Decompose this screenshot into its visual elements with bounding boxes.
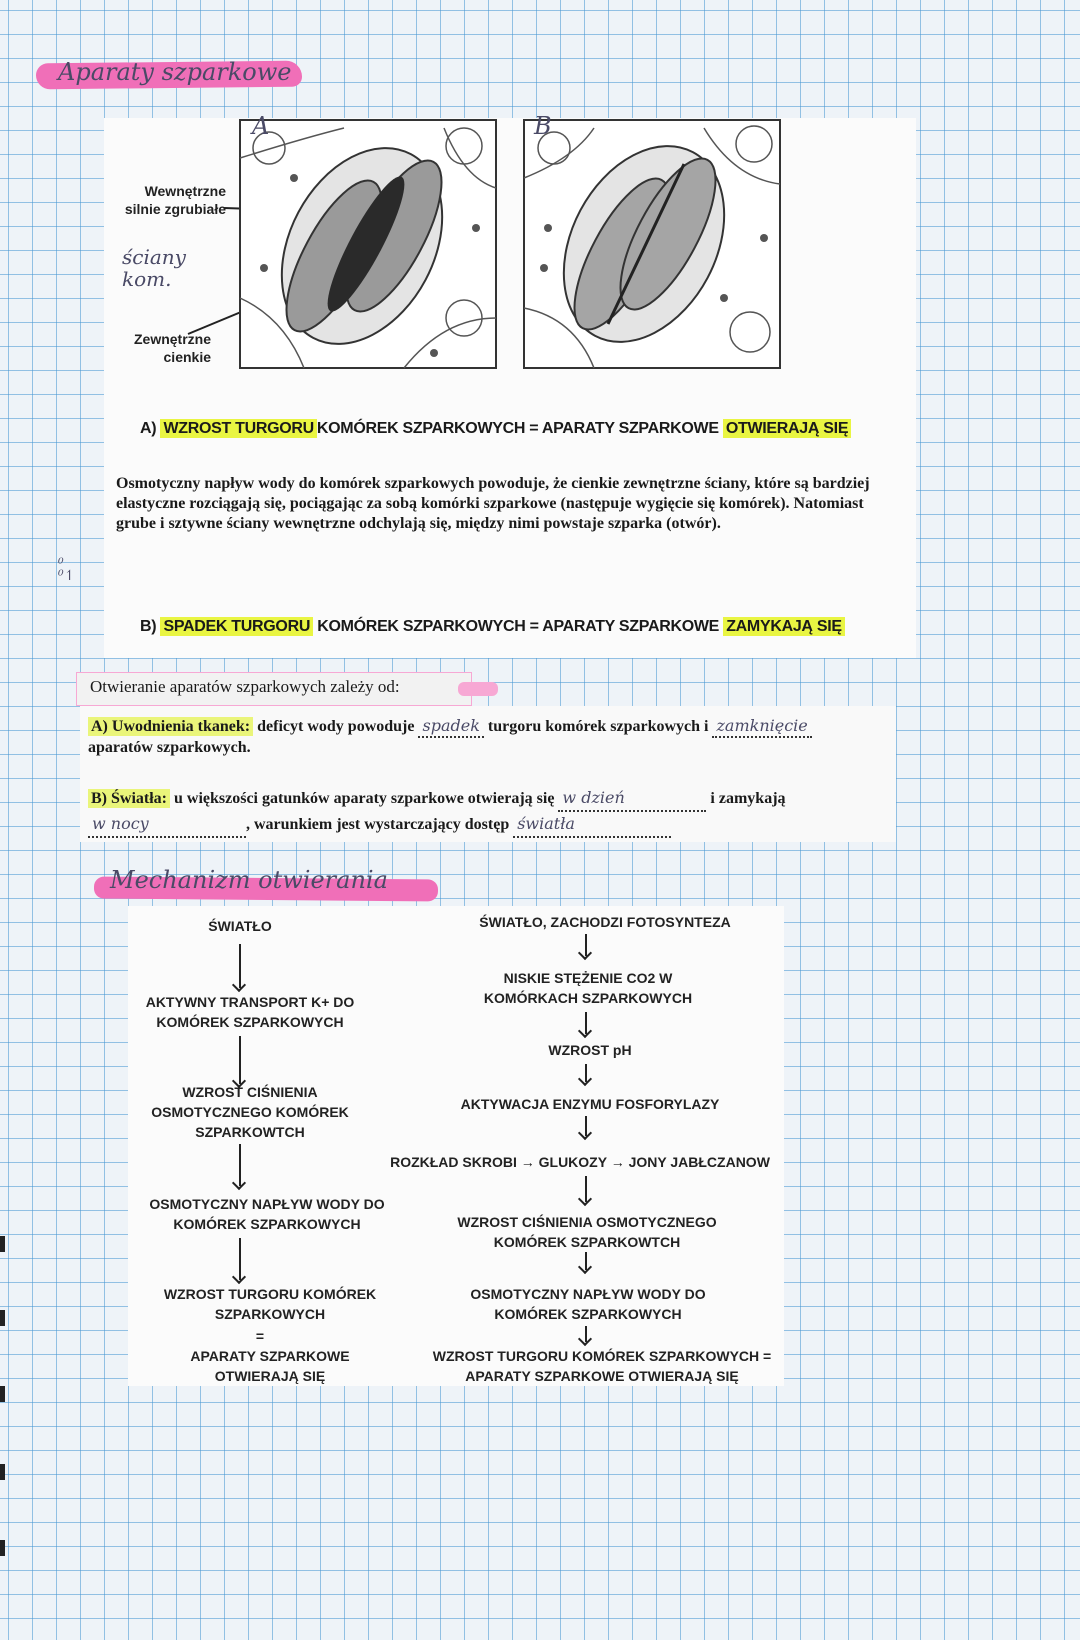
panel-a-label: A xyxy=(252,112,270,140)
dependence-b-fill3: światła xyxy=(513,812,671,838)
dependence-heading: Otwieranie aparatów szparkowych zależy od: xyxy=(90,677,400,696)
dependence-b-text2: i zamykają xyxy=(710,790,786,807)
right-arrow-4 xyxy=(585,1116,587,1136)
dependence-b-fill1: w dzień xyxy=(558,786,706,812)
dependence-a-fill2: zamknięcie xyxy=(712,716,811,738)
right-step-7: OSMOTYCZNY NAPŁYW WODY DO KOMÓREK SZPARKOWYCH xyxy=(470,1286,706,1322)
section-a-part2: KOMÓREK SZPARKOWYCH = APARATY SZPARKOWE xyxy=(316,420,719,437)
section-b-part1: SPADEK TURGORU xyxy=(160,617,313,636)
dependence-b-fill2: w nocy xyxy=(88,812,246,838)
right-step-3: WZROST pH xyxy=(548,1042,632,1058)
section-b-part3: ZAMYKAJĄ SIĘ xyxy=(723,617,845,636)
stomata-figure xyxy=(104,112,916,378)
section-b-prefix: B) xyxy=(140,618,157,635)
dependence-a xyxy=(88,716,908,758)
outer-walls-label: Zewnętrzne cienkie xyxy=(133,331,211,365)
right-arrow-6 xyxy=(585,1252,587,1270)
left-step-2: AKTYWNY TRANSPORT K+ DO KOMÓREK SZPARKOWYCH xyxy=(145,994,355,1030)
right-arrow-5 xyxy=(585,1176,587,1202)
right-step-4: AKTYWACJA ENZYMU FOSFORYLAZY xyxy=(460,1096,720,1112)
dependence-a-text1: deficyt wody powoduje xyxy=(257,718,415,735)
section-a-paragraph: Osmotyczny napływ wody do komórek szparkowych powoduje, że cienkie zewnętrzne ściany, które są bardziej elastyczne rozciągają się, pociągając za sobą komórki szparkowe (następuje wygięcie się komórek). Natomiast grube i sztywne ściany wewnętrzne odchylają się, między nimi powstaje szparka (otwór). xyxy=(116,475,870,532)
left-step-1: ŚWIATŁO xyxy=(208,918,272,934)
heading-highlight-mark xyxy=(458,682,498,696)
section-a-part3: OTWIERAJĄ SIĘ xyxy=(723,419,851,438)
left-step-4: OSMOTYCZNY NAPŁYW WODY DO KOMÓREK SZPARKOWYCH xyxy=(149,1196,385,1232)
section-a-part1: WZROST TURGORU xyxy=(160,419,316,438)
mechanism-heading: Mechanizm otwierania xyxy=(110,866,388,894)
left-arrow-4 xyxy=(239,1238,241,1280)
right-arrow-2 xyxy=(585,1012,587,1034)
margin-mark: ⁰ ⁰↿ xyxy=(58,556,76,584)
right-step-6: WZROST CIŚNIENIA OSMOTYCZNEGO KOMÓREK SZPARKOWTCH xyxy=(457,1214,717,1250)
left-arrow-3 xyxy=(239,1144,241,1186)
section-b-heading xyxy=(140,618,845,636)
left-step-equals: = xyxy=(255,1328,265,1344)
dependence-a-label: A) Uwodnienia tkanek: xyxy=(88,717,253,736)
inner-walls-label: Wewnętrzne silnie zgrubiałe xyxy=(124,183,226,217)
dependence-a-fill1: spadek xyxy=(418,716,483,738)
left-arrow-1 xyxy=(239,944,241,988)
page-title: Aparaty szparkowe xyxy=(58,58,292,86)
left-step-5: WZROST TURGORU KOMÓREK SZPARKOWYCH xyxy=(163,1286,377,1322)
right-step-8: WZROST TURGORU KOMÓREK SZPARKOWYCH = APARATY SZPARKOWE OTWIERAJĄ SIĘ xyxy=(432,1348,772,1384)
dependence-a-text3: aparatów szparkowych. xyxy=(88,739,251,756)
dependence-b-text1: u większości gatunków aparaty szparkowe otwierają się xyxy=(174,790,555,807)
dependence-b-text3: , warunkiem jest wystarczający dostęp xyxy=(246,816,510,833)
section-b-part2: KOMÓREK SZPARKOWYCH = APARATY SZPARKOWE xyxy=(317,618,720,635)
right-step-1: ŚWIATŁO, ZACHODZI FOTOSYNTEZA xyxy=(479,914,731,930)
panel-b-label: B xyxy=(534,112,552,140)
dependence-a-text2: turgoru komórek szparkowych i xyxy=(487,718,709,735)
figure-svg xyxy=(104,118,916,378)
dependence-b-label: B) Światła: xyxy=(88,789,170,808)
left-step-6: APARATY SZPARKOWE OTWIERAJĄ SIĘ xyxy=(190,1348,350,1384)
section-a-prefix: A) xyxy=(140,420,157,437)
section-a-heading xyxy=(140,420,851,438)
right-step-2: NISKIE STĘŻENIE CO2 W KOMÓRKACH SZPARKOWYCH xyxy=(483,970,693,1006)
dependence-b xyxy=(88,786,908,838)
right-arrow-7 xyxy=(585,1326,587,1342)
right-arrow-1 xyxy=(585,934,587,956)
left-step-3: WZROST CIŚNIENIA OSMOTYCZNEGO KOMÓREK SZPARKOWTCH xyxy=(151,1084,349,1140)
right-step-5: ROZKŁAD SKROBI → GLUKOZY → JONY JABŁCZANOW xyxy=(390,1154,770,1170)
inner-walls-note: ściany kom. xyxy=(122,245,186,291)
left-arrow-2 xyxy=(239,1036,241,1084)
right-arrow-3 xyxy=(585,1064,587,1082)
